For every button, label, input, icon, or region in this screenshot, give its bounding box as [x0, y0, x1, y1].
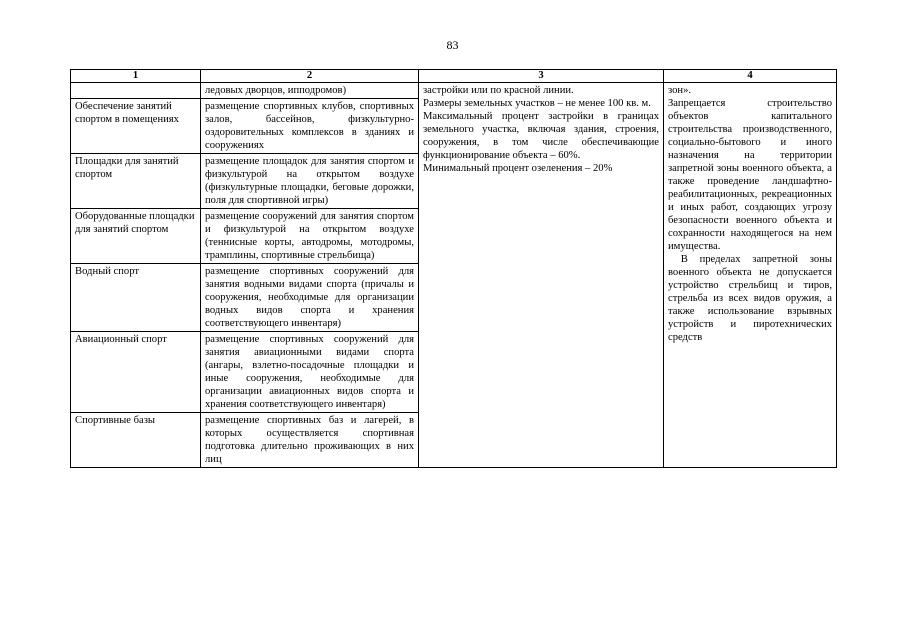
- restrictions-line: зон».: [668, 85, 692, 96]
- use-description-cell: размещение спортивных клубов, спортивных залов, бассейнов, физкультурно-оздоровительных комплексов в зданиях и сооружениях: [201, 99, 419, 154]
- use-description-cell: размещение спортивных баз и лагерей, в которых осуществляется спортивная подготовка длительно проживающих в них лиц: [201, 413, 419, 468]
- parameters-line: Максимальный процент застройки в границах земельного участка, включая здания, строения, сооружения, в том числе обеспечивающие функционирование объекта – 60%.: [423, 111, 659, 161]
- page-number: 83: [446, 38, 459, 52]
- use-description-cell: размещение спортивных сооружений для занятия водными видами спорта (причалы и сооружения, необходимые для организации водных видов спорта и хранения соответствующего инвентаря): [201, 264, 419, 332]
- use-description-cell: размещение площадок для занятия спортом и физкультурой на открытом воздухе (физкультурные площадки, беговые дорожки, поля для спортивной игры): [201, 154, 419, 209]
- use-name-cell: Обеспечение занятий спортом в помещениях: [71, 99, 201, 154]
- parameters-line: Размеры земельных участков – не менее 100 кв. м.: [423, 98, 651, 109]
- restrictions-line: В пределах запретной зоны военного объекта не допускается устройство стрельбищ и тиров, стрельба из всех видов оружия, а также использование взрывных устройств и пиротехнических средств: [668, 254, 832, 343]
- continuation-description-cell: ледовых дворцов, ипподромов): [201, 83, 419, 99]
- use-description-cell: размещение спортивных сооружений для занятия авиационными видами спорта (ангары, взлетно-посадочные площадки и иные сооружения, необходимые для организации авиационных видов спорта и хранения соответствующего инвентаря): [201, 332, 419, 413]
- continuation-name-cell: [71, 83, 201, 99]
- parameters-line: Минимальный процент озеленения – 20%: [423, 163, 613, 174]
- header-col-1: 1: [71, 70, 201, 83]
- restrictions-cell: [664, 83, 837, 468]
- table-row: [71, 83, 837, 99]
- use-name-cell: Оборудованные площадки для занятий спортом: [71, 209, 201, 264]
- header-col-4: 4: [664, 70, 837, 83]
- parameters-line: застройки или по красной линии.: [423, 85, 574, 96]
- restrictions-line: Запрещается строительство объектов капитального строительства производственного, социально-бытового и иного назначения на территории запретной зоны военного объекта, а также проведение ландшафтно-реабилитационных, рекреационных и иных работ, создающих угрозу безопасности военного объекта и сохранности находящегося на нем имущества.: [668, 98, 832, 252]
- header-col-3: 3: [419, 70, 664, 83]
- use-name-cell: Водный спорт: [71, 264, 201, 332]
- parameters-cell: [419, 83, 664, 468]
- regulations-table: [70, 69, 837, 468]
- use-name-cell: Площадки для занятий спортом: [71, 154, 201, 209]
- use-name-cell: Спортивные базы: [71, 413, 201, 468]
- header-col-2: 2: [201, 70, 419, 83]
- use-name-cell: Авиационный спорт: [71, 332, 201, 413]
- table-header-row: [71, 70, 837, 83]
- use-description-cell: размещение сооружений для занятия спортом и физкультурой на открытом воздухе (теннисные корты, автодромы, мотодромы, трамплины, спортивные стрельбища): [201, 209, 419, 264]
